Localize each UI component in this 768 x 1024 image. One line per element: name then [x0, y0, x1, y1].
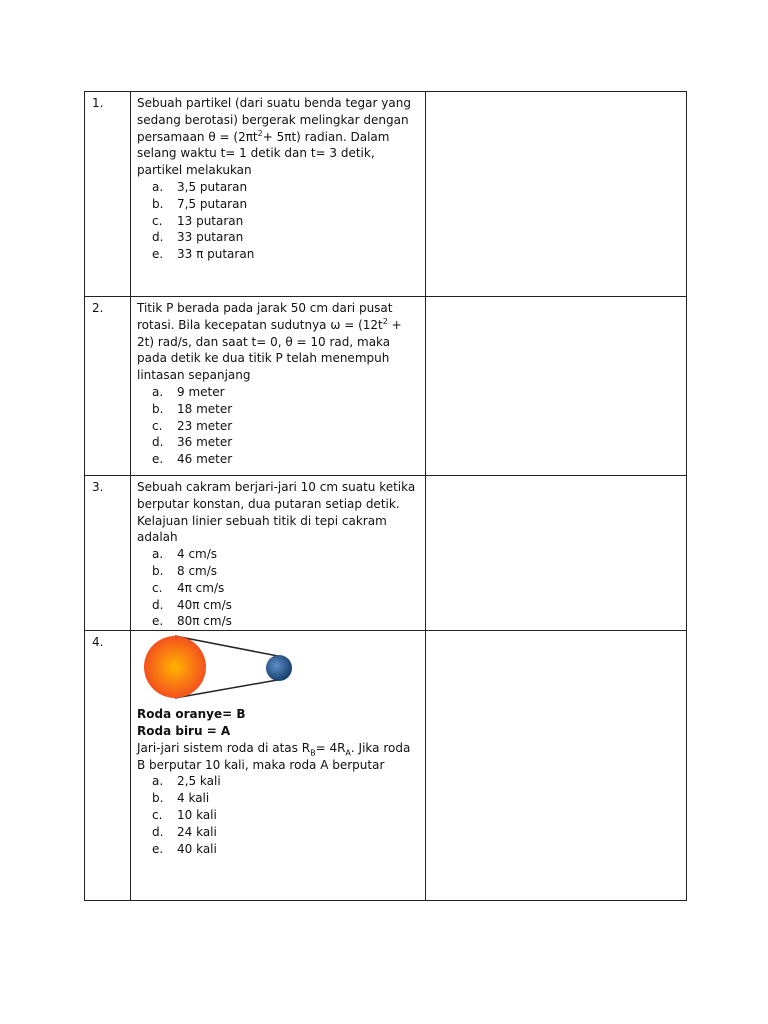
option-list: [131, 773, 425, 857]
option-label: b.: [152, 791, 164, 806]
question-content: [131, 92, 426, 297]
option-item: [152, 451, 425, 468]
option-text: 3,5 putaran: [177, 179, 248, 194]
option-item: [152, 418, 425, 435]
question-row-4: [85, 631, 687, 901]
option-label: a.: [152, 179, 164, 194]
question-content: [131, 631, 426, 901]
option-item: [152, 229, 425, 246]
option-item: [152, 773, 425, 790]
option-label: d.: [152, 597, 164, 612]
option-label: e.: [152, 452, 164, 467]
option-item: [152, 790, 425, 807]
option-text: 33 putaran: [177, 230, 244, 245]
option-text: 40π cm/s: [177, 597, 232, 612]
option-item: [152, 246, 425, 263]
option-item: [152, 597, 425, 614]
legend-blue: Roda biru = A: [137, 723, 231, 738]
option-item: [152, 434, 425, 451]
question-stem: [131, 92, 425, 179]
stem-superscript: 2: [257, 128, 263, 138]
option-item: [152, 580, 425, 597]
option-label: b.: [152, 401, 164, 416]
answer-cell: [426, 297, 687, 476]
question-row-3: [85, 476, 687, 631]
option-text: 33 π putaran: [177, 247, 255, 262]
option-text: 4π cm/s: [177, 580, 225, 595]
option-text: 8 cm/s: [177, 563, 218, 578]
stem-superscript: 2: [382, 316, 388, 326]
option-label: b.: [152, 196, 164, 211]
question-number: 4.: [92, 635, 104, 650]
option-text: 24 kali: [177, 824, 217, 839]
pulley-diagram: [139, 634, 299, 702]
answer-cell: [426, 476, 687, 631]
option-item: [152, 546, 425, 563]
number-cell: [85, 631, 131, 901]
option-text: 18 meter: [177, 401, 233, 416]
stem-text: Jari-jari sistem roda di atas R: [137, 740, 311, 755]
option-text: 40 kali: [177, 841, 217, 856]
option-text: 46 meter: [177, 452, 233, 467]
answer-cell: [426, 92, 687, 297]
stem-subscript: A: [345, 748, 351, 758]
legend-orange: Roda oranye= B: [137, 707, 246, 722]
stem-subscript: B: [310, 748, 316, 758]
option-text: 4 kali: [177, 791, 210, 806]
option-text: 13 putaran: [177, 213, 244, 228]
stem-text: Titik P berada pada jarak 50 cm dari pusat rotasi. Bila kecepatan sudutnya ω = (12t: [137, 301, 393, 332]
option-item: [152, 196, 425, 213]
option-label: a.: [152, 384, 164, 399]
number-cell: [85, 297, 131, 476]
option-label: d.: [152, 435, 164, 450]
option-item: [152, 807, 425, 824]
question-row-2: [85, 297, 687, 476]
option-label: a.: [152, 547, 164, 562]
option-item: [152, 613, 425, 630]
option-text: 7,5 putaran: [177, 196, 248, 211]
option-text: 80π cm/s: [177, 614, 232, 629]
option-list: [131, 546, 425, 630]
number-cell: [85, 92, 131, 297]
question-stem: [131, 297, 425, 384]
option-label: e.: [152, 841, 164, 856]
option-label: c.: [152, 807, 163, 822]
option-label: d.: [152, 230, 164, 245]
option-label: c.: [152, 418, 163, 433]
option-label: e.: [152, 247, 164, 262]
option-text: 36 meter: [177, 435, 233, 450]
option-item: [152, 179, 425, 196]
option-list: [131, 179, 425, 263]
option-text: 10 kali: [177, 807, 217, 822]
option-item: [152, 841, 425, 858]
option-item: [152, 563, 425, 580]
option-list: [131, 384, 425, 468]
option-text: 2,5 kali: [177, 774, 221, 789]
option-label: d.: [152, 824, 164, 839]
option-label: c.: [152, 580, 163, 595]
question-number: 1.: [92, 96, 104, 110]
option-label: e.: [152, 614, 164, 629]
question-row-1: [85, 92, 687, 297]
stem-text: Sebuah partikel (dari suatu benda tegar yang sedang berotasi) bergerak melingkar dengan persamaan θ = (2πt: [137, 96, 411, 144]
option-item: [152, 384, 425, 401]
stem-text: . Jika roda B berputar 10 kali, maka roda A berputar: [137, 740, 411, 772]
question-table: [84, 91, 687, 901]
question-stem: [131, 740, 425, 774]
stem-text: Sebuah cakram berjari-jari 10 cm suatu ketika berputar konstan, dua putaran setiap detik. Kelajuan linier sebuah titik di tepi cakram adalah: [137, 480, 416, 545]
question-number: 2.: [92, 301, 104, 315]
number-cell: [85, 476, 131, 631]
option-text: 9 meter: [177, 384, 225, 399]
option-label: b.: [152, 563, 164, 578]
question-content: [131, 476, 426, 631]
answer-cell: [426, 631, 687, 901]
option-item: [152, 213, 425, 230]
orange-wheel-icon: [144, 636, 206, 698]
option-item: [152, 401, 425, 418]
option-label: a.: [152, 774, 164, 789]
question-number: 3.: [92, 480, 104, 494]
question-content: [131, 297, 426, 476]
option-text: 4 cm/s: [177, 547, 218, 562]
stem-text: + 2t) rad/s, dan saat t= 0, θ = 10 rad, maka pada detik ke dua titik P telah menempuh lintasan sepanjang: [137, 317, 402, 383]
option-item: [152, 824, 425, 841]
blue-wheel-icon: [266, 655, 292, 681]
option-text: 23 meter: [177, 418, 233, 433]
question-stem: [131, 476, 425, 546]
stem-text: + 5πt) radian. Dalam selang waktu t= 1 detik dan t= 3 detik, partikel melakukan: [137, 129, 390, 178]
option-label: c.: [152, 213, 163, 228]
stem-text: = 4R: [315, 740, 346, 755]
